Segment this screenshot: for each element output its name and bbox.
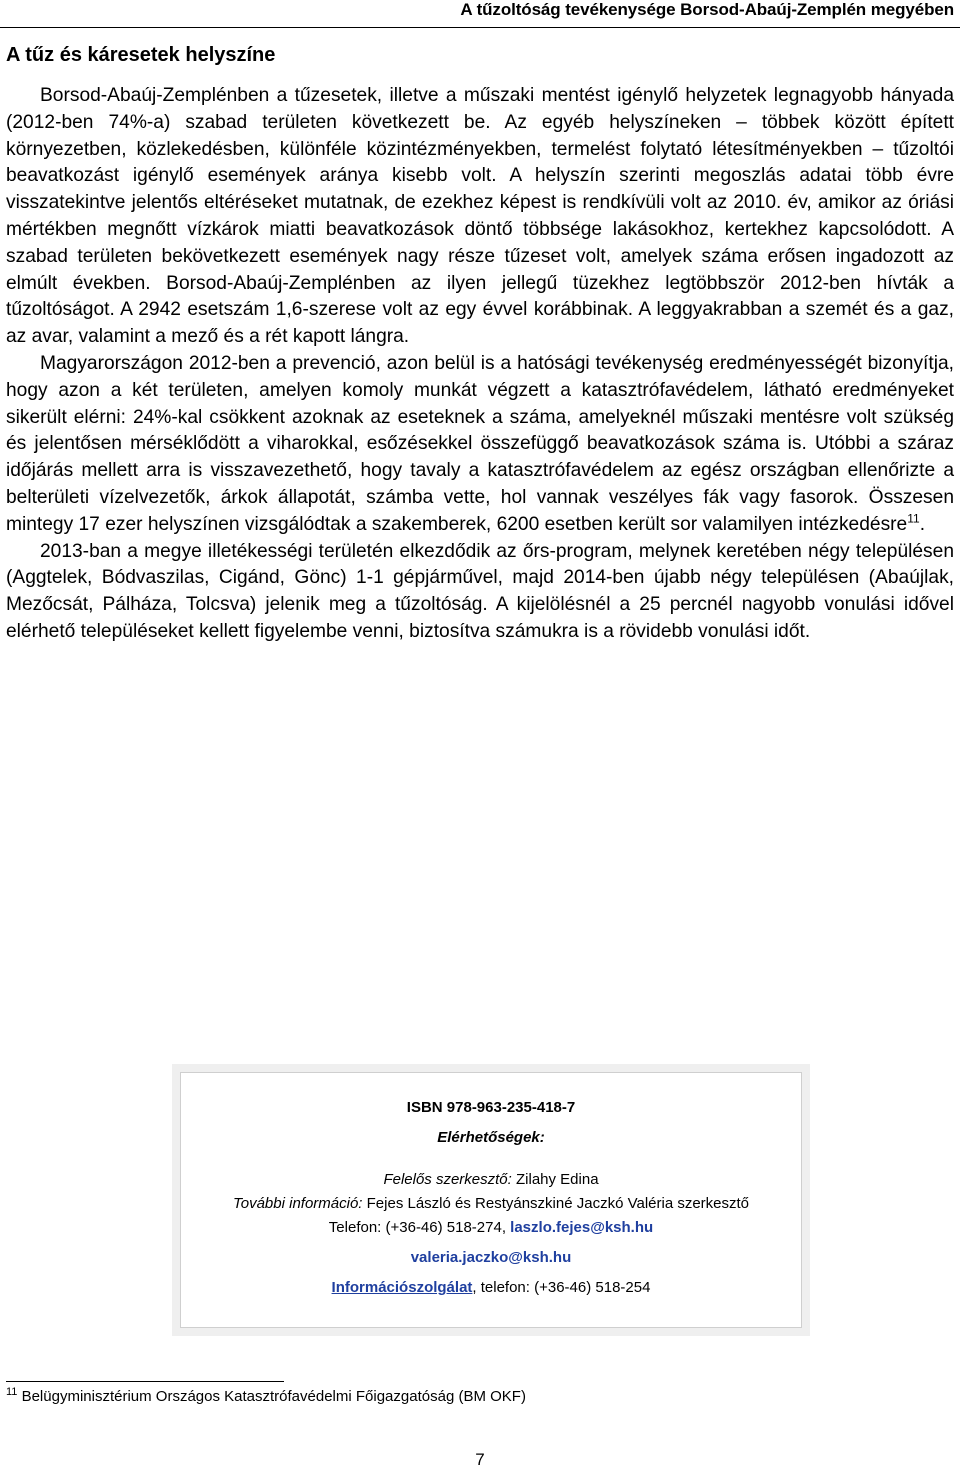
more-info-line	[180, 1194, 802, 1214]
paragraph-2-end: .	[919, 513, 926, 535]
footnote-divider	[6, 1381, 284, 1382]
footnote-reference[interactable]: 11	[907, 511, 920, 526]
service-line	[180, 1278, 802, 1298]
editor-line	[180, 1170, 802, 1190]
page-number: 7	[475, 1450, 485, 1469]
header-divider	[0, 27, 960, 28]
email-link-jaczko[interactable]: valeria.jaczko@ksh.hu	[410, 1249, 572, 1266]
paragraph-2	[6, 351, 954, 539]
contacts-heading: Elérhetőségek:	[437, 1129, 545, 1146]
editor-name: Zilahy Edina	[511, 1171, 599, 1188]
footnote	[6, 1388, 526, 1405]
editor-label: Felelős szerkesztő:	[383, 1171, 512, 1188]
paragraph-1: Borsod-Abaúj-Zemplénben a tűzesetek, illetve a műszaki mentést igénylő helyzetek legnagyobb hányada (2012-ben 74%-a) szabad területen következett be. Az egyéb helyszíneken – többek között épített környezetben, közlekedésben, különféle közintézményekben, termelést folytató létesítményekben – tűzoltói beavatkozást igénylő események aránya kisebb volt. A helyszín szerinti megoszlás adatai több évre visszatekintve jelentős eltéréseket mutatnak, de ezekhez képest is rendkívüli volt az 2010. év, amikor az óriási mértékben megnőtt vízkárok miatti beavatkozások döntő többsége lakásokhoz, kertekhez kapcsolódott. A szabad területen bekövetkezett események nagy része tűzeset volt, amelyek száma erősen ingadozott az elmúlt években. Borsod-Abaúj-Zemplénben az ilyen jellegű tüzekhez legtöbbször 2012-ben hívták a tűzoltóságot. A 2942 esetszám 1,6-szerese volt az egy évvel korábbinak. A leggyakrabban a szemét és a gaz, az avar, valamint a mező és a rét kapott lángra.	[6, 85, 954, 348]
footnote-text: Belügyminisztérium Országos Katasztrófavédelmi Főigazgatóság (BM OKF)	[17, 1388, 526, 1405]
email-link-fejes[interactable]: laszlo.fejes@ksh.hu	[510, 1219, 654, 1236]
isbn-line: ISBN 978-963-235-418-7	[406, 1099, 576, 1116]
running-header-title: A tűzoltóság tevékenysége Borsod-Abaúj-Zemplén megyében	[460, 0, 954, 19]
phone-text: Telefon: (+36-46) 518-274,	[328, 1219, 511, 1236]
body-text	[6, 83, 954, 646]
service-phone: , telefon: (+36-46) 518-254	[472, 1279, 651, 1296]
contact-info-inner	[180, 1072, 802, 1328]
footnote-number: 11	[6, 1386, 18, 1398]
paragraph-3: 2013-ban a megye illetékességi területén elkezdődik az őrs-program, melynek keretében négy településen (Aggtelek, Bódvaszilas, Cigánd, Gönc) 1-1 gépjárművel, majd 2014-ben újabb négy településen (Abaújlak, Mezőcsát, Pálháza, Tolcsva) jelenik meg a tűzoltóság. A kijelölésnél a 25 percnél nagyobb vonulási idővel elérhető településeket kellett figyelembe venni, biztosítva számukra is a rövidebb vonulási időt.	[6, 540, 954, 642]
more-info-names: Fejes László és Restyánszkiné Jaczkó Valéria szerkesztő	[362, 1195, 750, 1212]
paragraph-2-text: Magyarországon 2012-ben a prevenció, azon belül is a hatósági tevékenység eredményességét bizonyítja, hogy azon a két területen, amelyen komoly munkát végzett a katasztrófavédelem, látható eredményeket sikerült elérni: 24%-kal csökkent azoknak az eseteknek a száma, amelyeknél műszaki mentésre volt szükség és jelentősen mérséklődött a viharokkal, esőzésekkel összefüggő beavatkozások száma is. Utóbbi a száraz időjárás mellett arra is visszavezethető, hogy tavaly a katasztrófavédelem az egész országban ellenőrizte a belterületi vízelvezetők, árkok állapotát, számba vette, hol vannak veszélyes fák vagy fasorok. Összesen mintegy 17 ezer helyszínen vizsgálódtak a szakemberek, 6200 esetben került sor valamilyen intézkedésre	[6, 352, 954, 535]
more-info-label: További információ:	[232, 1195, 363, 1212]
information-service-link[interactable]: Információszolgálat	[331, 1279, 473, 1296]
phone-line	[180, 1218, 802, 1238]
section-title: A tűz és káresetek helyszíne	[6, 44, 276, 66]
contact-info-box	[172, 1064, 810, 1336]
